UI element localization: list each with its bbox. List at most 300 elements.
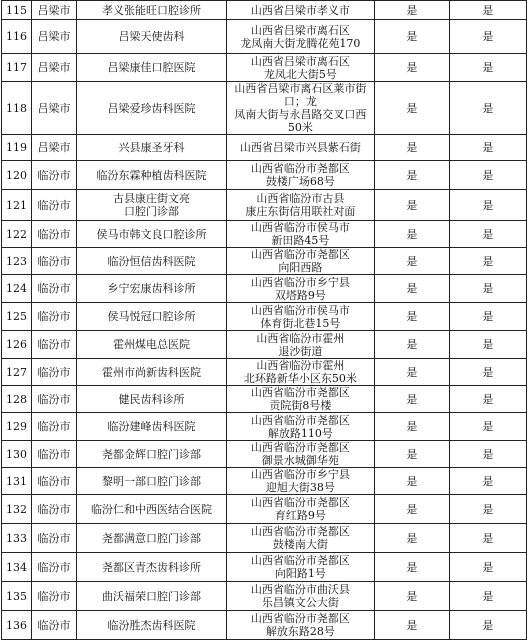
flag-a-cell [374,331,449,359]
row-number-text: 119 [6,141,27,154]
flag-a-cell-text: 是 [406,502,418,516]
table-row [2,1,527,20]
row-number [2,413,32,441]
clinic-name-cell-line: 临汾仁和中西医结合医院 [91,502,212,516]
clinic-name-cell [77,468,227,495]
table-row [2,248,527,275]
row-number-text: 124 [6,282,27,295]
flag-b-cell [449,331,526,359]
address-cell-line: 山西省临汾市霍州 [256,331,345,345]
flag-b-cell [449,221,526,248]
city-cell-text: 临汾市 [37,338,71,351]
table-row [2,221,527,248]
address-cell-line: 新田路45号 [271,234,330,247]
flag-a-cell-text: 是 [406,310,418,323]
city-cell-text: 临汾市 [37,282,71,295]
address-cell [227,221,375,248]
address-cell-line: 山西省吕梁市离石区 [250,54,350,68]
clinic-name-cell [77,248,227,275]
city-cell [32,161,77,190]
row-number [2,359,32,386]
address-cell [227,495,375,524]
city-cell-text: 吕梁市 [37,3,71,17]
city-cell [32,611,77,640]
clinic-name-cell-line: 黎明一部口腔门诊部 [102,474,201,488]
row-number-text: 126 [6,338,27,351]
row-number-text: 135 [6,589,27,603]
flag-b-cell [449,413,526,441]
flag-a-cell [374,441,449,468]
clinic-name-cell-line: 口腔门诊部 [124,205,179,218]
city-cell [32,135,77,161]
city-cell-text: 临汾市 [37,447,71,461]
flag-b-cell [449,553,526,582]
flag-b-cell-text: 是 [482,141,494,154]
address-cell [227,413,375,441]
address-cell-line: 向阳路1号 [274,567,326,580]
flag-a-cell-text: 是 [406,589,418,603]
flag-b-cell-text: 是 [482,447,494,461]
flag-b-cell-text: 是 [482,3,494,17]
city-cell-text: 临汾市 [37,502,71,516]
table-row [2,359,527,386]
address-cell-line: 山西省临汾市侯马市 [250,221,350,234]
table-row [2,611,527,640]
address-cell-line: 山西省临汾市尧都区 [250,413,350,427]
address-cell [227,386,375,413]
city-cell [32,303,77,331]
flag-b-cell-text: 是 [482,560,494,574]
address-cell-line: 山西省吕梁市孝义市 [250,3,350,17]
clinic-name-cell-line: 临汾东霖种植齿科医院 [96,168,207,182]
flag-a-cell-text: 是 [406,560,418,574]
flag-a-cell [374,190,449,221]
flag-b-cell-text: 是 [482,168,494,182]
address-cell [227,275,375,303]
row-number-text: 123 [6,254,27,268]
flag-a-cell-text: 是 [406,447,418,461]
clinic-name-cell [77,82,227,135]
clinic-name-cell-line: 古县康庄街文亮 [113,192,190,205]
address-cell [227,468,375,495]
flag-a-cell-text: 是 [406,227,418,241]
table-row [2,582,527,611]
city-cell-text: 吕梁市 [37,30,71,43]
row-number-text: 116 [6,30,27,43]
clinic-name-cell [77,275,227,303]
row-number [2,1,32,20]
address-cell [227,582,375,611]
flag-b-cell [449,386,526,413]
city-cell [32,582,77,611]
address-cell-line: 鼓楼广场68号 [265,175,335,188]
city-cell [32,248,77,275]
clinic-name-cell-line: 霍州市尚新齿科医院 [102,365,201,379]
address-cell-line: 山西省临汾市尧都区 [250,162,350,175]
flag-b-cell [449,524,526,553]
flag-a-cell-text: 是 [406,198,418,212]
row-number [2,135,32,161]
flag-b-cell-text: 是 [482,282,494,295]
address-cell-line: 解放路110号 [267,426,333,440]
flag-b-cell [449,135,526,161]
flag-a-cell [374,495,449,524]
address-cell-line: 山西省临汾市尧都区 [250,612,350,625]
flag-b-cell-text: 是 [482,502,494,516]
flag-b-cell [449,190,526,221]
clinic-name-cell [77,413,227,441]
clinic-name-cell-line: 吕梁康佳口腔医院 [107,61,196,74]
flag-a-cell-text: 是 [406,618,418,632]
city-cell-text: 临汾市 [37,560,71,574]
address-cell [227,161,375,190]
row-number [2,582,32,611]
flag-b-cell-text: 是 [482,254,494,268]
flag-b-cell-text: 是 [482,365,494,379]
city-cell-text: 临汾市 [37,392,71,406]
flag-a-cell [374,248,449,275]
flag-a-cell [374,275,449,303]
flag-b-cell-text: 是 [482,420,494,433]
flag-a-cell [374,1,449,20]
clinic-name-cell-line: 吕梁天使齿科 [118,30,185,43]
flag-a-cell [374,221,449,248]
flag-a-cell [374,611,449,640]
row-number [2,468,32,495]
address-cell-line: 山西省临汾市尧都区 [250,248,350,261]
address-cell [227,82,375,135]
clinic-table [1,0,527,640]
flag-b-cell [449,441,526,468]
address-cell-line: 退沙街道 [278,344,323,358]
flag-b-cell-text: 是 [482,618,494,632]
clinic-name-cell [77,611,227,640]
row-number [2,331,32,359]
row-number [2,248,32,275]
flag-a-cell [374,582,449,611]
clinic-name-cell [77,161,227,190]
address-cell-line: 北环路新华小区东50米 [243,372,357,385]
flag-b-cell-text: 是 [482,589,494,603]
table-row [2,20,527,54]
row-number [2,524,32,553]
address-cell [227,1,375,20]
clinic-name-cell-line: 曲沃福荣口腔门诊部 [102,589,201,603]
row-number-text: 129 [6,420,27,433]
table-row [2,303,527,331]
row-number-text: 133 [6,531,27,545]
table-row [2,275,527,303]
flag-b-cell-text: 是 [482,101,494,115]
row-number-text: 122 [6,227,27,241]
city-cell-text: 临汾市 [37,589,71,603]
table-row [2,441,527,468]
table-row [2,495,527,524]
row-number-text: 120 [6,168,27,182]
clinic-name-cell [77,331,227,359]
flag-a-cell [374,54,449,82]
clinic-table-body [2,1,527,640]
city-cell-text: 吕梁市 [37,141,71,154]
flag-b-cell-text: 是 [482,198,494,212]
clinic-name-cell-line: 健民齿科诊所 [118,392,185,406]
address-cell [227,441,375,468]
row-number [2,611,32,640]
address-cell-line: 山西省临汾市尧都区 [250,496,350,509]
address-cell-line: 山西省临汾市乡宁县 [250,275,350,289]
flag-b-cell [449,611,526,640]
city-cell [32,54,77,82]
flag-a-cell [374,82,449,135]
row-number-text: 136 [6,618,27,632]
address-cell-line: 康庄东街信用联社对面 [245,205,356,218]
clinic-name-cell-line: 孝义张能旺口腔诊所 [102,3,201,17]
address-cell-line: 山西省吕梁市离石区 [250,23,350,37]
city-cell [32,524,77,553]
clinic-name-cell-line: 侯马悦冠口腔诊所 [107,310,196,323]
flag-a-cell-text: 是 [406,3,418,17]
flag-b-cell-text: 是 [482,531,494,545]
row-number-text: 127 [6,365,27,379]
city-cell [32,275,77,303]
flag-b-cell [449,359,526,386]
clinic-name-cell [77,190,227,221]
row-number [2,303,32,331]
flag-a-cell-text: 是 [406,365,418,379]
flag-b-cell [449,161,526,190]
address-cell [227,331,375,359]
city-cell-text: 临汾市 [37,420,71,433]
flag-b-cell-text: 是 [482,227,494,241]
address-cell-line: 迎旭大街38号 [265,481,335,494]
address-cell-line: 体育街北巷15号 [260,316,341,330]
city-cell [32,359,77,386]
address-cell [227,611,375,640]
clinic-name-cell [77,582,227,611]
clinic-name-cell [77,1,227,20]
clinic-name-cell [77,20,227,54]
clinic-name-cell [77,359,227,386]
flag-a-cell-text: 是 [406,531,418,545]
city-cell-text: 临汾市 [37,618,71,632]
clinic-name-cell [77,441,227,468]
flag-b-cell [449,582,526,611]
clinic-name-cell [77,553,227,582]
address-cell-line: 御景水城御华苑 [261,454,339,467]
address-cell [227,553,375,582]
row-number [2,441,32,468]
clinic-name-cell-line: 吕梁爱珍齿科医院 [107,101,196,115]
address-cell-line: 龙凤南大街龙腾花苑170 [240,36,361,50]
clinic-name-cell-line: 霍州煤电总医院 [113,338,190,351]
city-cell [32,1,77,20]
city-cell-text: 临汾市 [37,168,71,182]
clinic-name-cell-line: 尧都满意口腔门诊部 [102,531,201,545]
row-number-text: 134 [6,560,27,574]
city-cell [32,331,77,359]
flag-a-cell [374,161,449,190]
clinic-name-cell-line: 尧都金辉口腔门诊部 [102,447,201,461]
city-cell-text: 吕梁市 [37,101,71,115]
address-cell-line: 山西省临汾市古县 [256,192,345,205]
row-number-text: 131 [6,474,27,488]
flag-b-cell-text: 是 [482,474,494,488]
city-cell [32,82,77,135]
city-cell-text: 临汾市 [37,254,71,268]
row-number-text: 117 [6,61,27,74]
flag-b-cell [449,248,526,275]
flag-b-cell-text: 是 [482,310,494,323]
address-cell-line: 向阳西路 [278,261,323,274]
flag-a-cell [374,553,449,582]
clinic-name-cell-line: 临汾胜杰齿科医院 [107,618,196,632]
city-cell-text: 临汾市 [37,227,71,241]
clinic-name-cell-line: 兴县康圣牙科 [118,141,185,154]
address-cell-line: 山西省临汾市侯马市 [250,303,350,317]
city-cell [32,468,77,495]
address-cell [227,135,375,161]
city-cell [32,553,77,582]
row-number-text: 132 [6,502,27,516]
flag-a-cell-text: 是 [406,254,418,268]
clinic-name-cell-line: 临汾建峰齿科医院 [107,420,196,433]
flag-b-cell [449,495,526,524]
flag-a-cell-text: 是 [406,30,418,43]
table-row [2,54,527,82]
flag-b-cell-text: 是 [482,392,494,406]
row-number [2,495,32,524]
flag-a-cell-text: 是 [406,101,418,115]
table-row [2,161,527,190]
flag-b-cell [449,54,526,82]
address-cell-line: 育红路9号 [274,509,326,522]
table-row [2,190,527,221]
flag-b-cell [449,82,526,135]
address-cell-line: 山西省临汾市霍州 [256,359,345,372]
clinic-name-cell [77,54,227,82]
table-row [2,135,527,161]
table-row [2,524,527,553]
address-cell-line: 龙凤北大街5号 [263,67,337,81]
flag-a-cell [374,135,449,161]
row-number [2,386,32,413]
row-number [2,221,32,248]
city-cell [32,413,77,441]
clinic-name-cell [77,135,227,161]
flag-a-cell [374,468,449,495]
flag-a-cell-text: 是 [406,392,418,406]
row-number-text: 115 [6,3,27,17]
clinic-name-cell [77,524,227,553]
flag-a-cell [374,413,449,441]
address-cell-line: 双塔路9号 [274,288,326,302]
clinic-name-cell [77,386,227,413]
flag-b-cell-text: 是 [482,338,494,351]
clinic-name-cell [77,303,227,331]
flag-a-cell [374,524,449,553]
address-cell [227,524,375,553]
flag-b-cell [449,303,526,331]
city-cell [32,495,77,524]
address-cell-line: 解放东路28号 [265,625,335,638]
clinic-name-cell-line: 乡宁宏康齿科诊所 [107,282,196,295]
address-cell [227,20,375,54]
city-cell-text: 临汾市 [37,198,71,212]
clinic-name-cell-line: 尧都区青杰齿科诊所 [102,560,201,574]
flag-a-cell-text: 是 [406,61,418,74]
flag-b-cell [449,468,526,495]
flag-b-cell [449,20,526,54]
city-cell [32,386,77,413]
flag-a-cell-text: 是 [406,420,418,433]
address-cell-line: 山西省吕梁市离石区莱市街口；龙 [234,82,367,108]
row-number [2,20,32,54]
row-number-text: 121 [6,198,27,212]
city-cell-text: 临汾市 [37,531,71,545]
city-cell [32,221,77,248]
city-cell [32,441,77,468]
table-row [2,331,527,359]
flag-b-cell [449,1,526,20]
address-cell-line: 山西省吕梁市兴县紫石街 [239,141,361,154]
flag-a-cell [374,359,449,386]
city-cell [32,20,77,54]
clinic-name-cell [77,221,227,248]
city-cell-text: 临汾市 [37,365,71,379]
address-cell [227,190,375,221]
row-number-text: 130 [6,447,27,461]
city-cell [32,190,77,221]
address-cell-line: 山西省临汾市尧都区 [250,441,350,454]
row-number [2,54,32,82]
table-row [2,82,527,135]
address-cell [227,303,375,331]
table-row [2,386,527,413]
city-cell-text: 临汾市 [37,474,71,488]
address-cell-line: 山西省临汾市尧都区 [250,386,350,399]
row-number [2,190,32,221]
row-number [2,275,32,303]
flag-a-cell-text: 是 [406,282,418,295]
flag-a-cell-text: 是 [406,141,418,154]
address-cell-line: 山西省临汾市尧都区 [250,525,350,538]
row-number [2,553,32,582]
flag-a-cell [374,386,449,413]
address-cell-line: 山西省临汾市乡宁县 [250,468,350,481]
address-cell-line: 山西省临汾市曲沃县 [250,583,350,596]
row-number-text: 128 [6,392,27,406]
flag-a-cell-text: 是 [406,338,418,351]
address-cell [227,248,375,275]
row-number [2,82,32,135]
clinic-name-cell-line: 侯马市韩文良口腔诊所 [96,227,207,241]
table-row [2,413,527,441]
flag-a-cell-text: 是 [406,474,418,488]
city-cell-text: 临汾市 [37,310,71,323]
row-number-text: 125 [6,310,27,323]
flag-a-cell [374,20,449,54]
city-cell-text: 吕梁市 [37,61,71,74]
address-cell [227,54,375,82]
address-cell-line: 乐昌镇文公大街 [261,596,339,609]
clinic-name-cell-line: 临汾恒信齿科医院 [107,254,196,268]
row-number-text: 118 [6,101,27,115]
flag-b-cell-text: 是 [482,61,494,74]
address-cell [227,359,375,386]
clinic-name-cell [77,495,227,524]
flag-a-cell-text: 是 [406,168,418,182]
address-cell-line: 贡院街8号楼 [269,399,332,412]
